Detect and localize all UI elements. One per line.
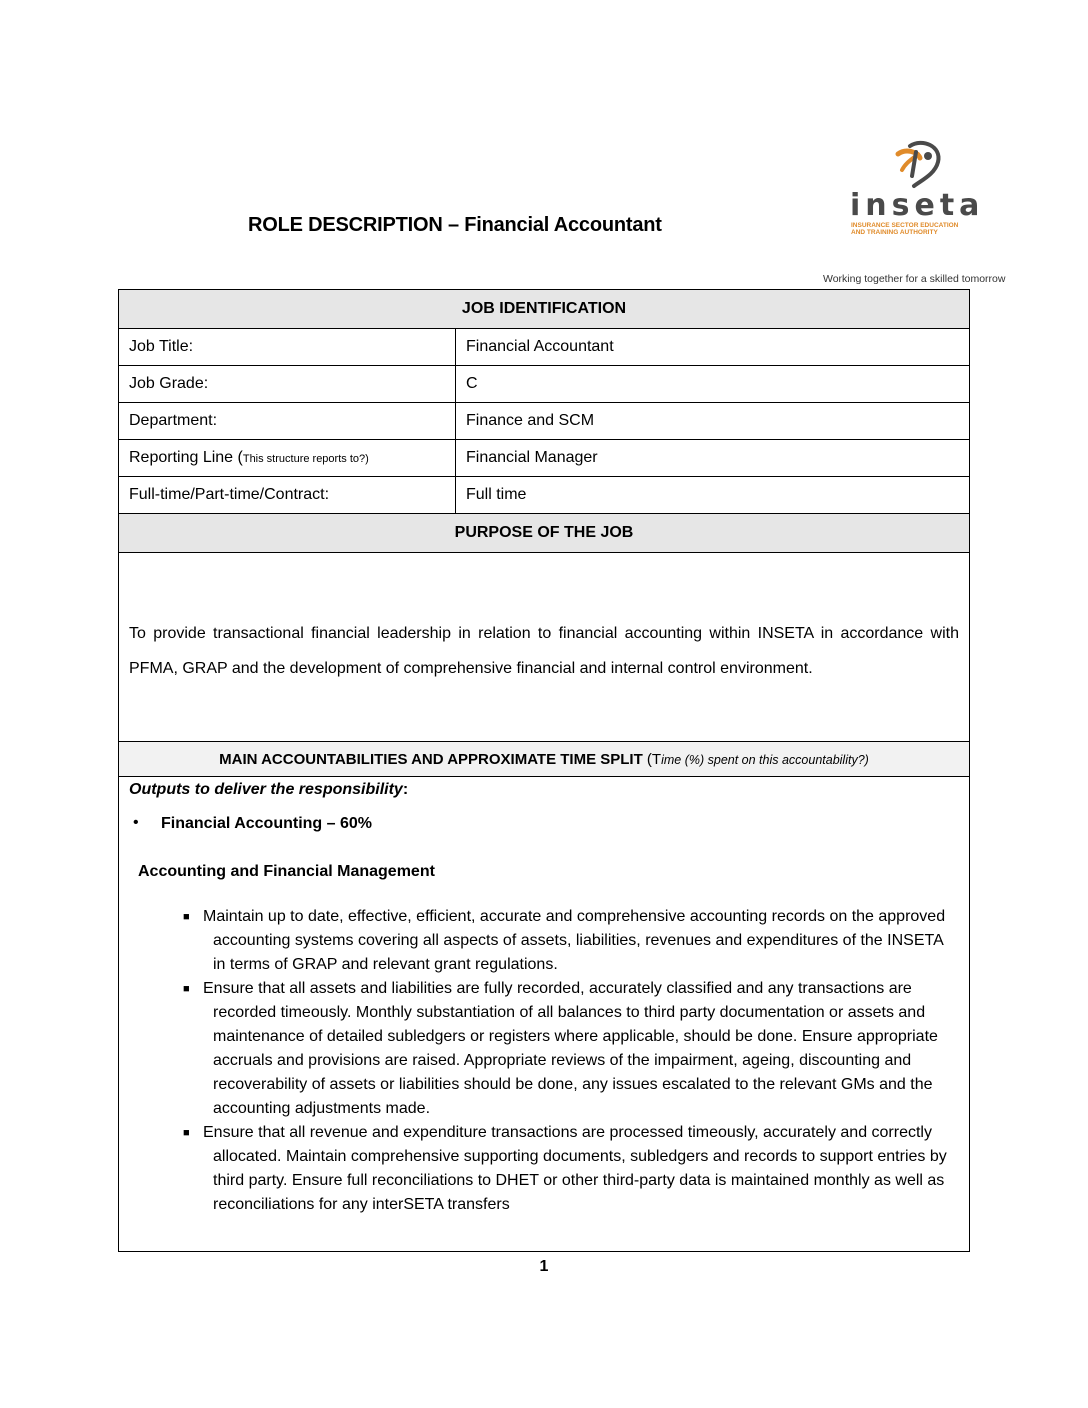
reporting-line-value: Financial Manager — [456, 440, 970, 477]
table-row — [119, 403, 970, 440]
accountabilities-heading-paren: (T — [642, 750, 662, 768]
page-number: 1 — [539, 1258, 549, 1275]
accountability-list — [129, 905, 959, 1217]
job-identification-heading: JOB IDENTIFICATION — [119, 290, 970, 329]
accountabilities-heading-main: MAIN ACCOUNTABILITIES AND APPROXIMATE TIME SPLIT — [219, 750, 643, 768]
reporting-line-label-main: Reporting Line ( — [129, 449, 243, 466]
table-row — [119, 440, 970, 477]
table-row — [119, 329, 970, 366]
financial-accounting-bullet — [129, 815, 959, 833]
job-title-label: Job Title: — [119, 329, 456, 366]
role-table — [118, 289, 970, 1252]
employment-type-label: Full-time/Part-time/Contract: — [119, 477, 456, 514]
list-item-text: Maintain up to date, effective, efficient, accurate and comprehensive accounting records on the approved accounting systems covering all aspects of assets, liabilities, revenues and expenditures of the INSETA in terms of GRAP and relevant grant regulations. — [203, 908, 946, 973]
outputs-label — [129, 781, 959, 799]
purpose-text: To provide transactional financial leadership in relation to financial accounting within INSETA in accordance with PFMA, GRAP and the development of comprehensive financial and internal control environment. — [119, 553, 970, 742]
outputs-label-text: Outputs to deliver the responsibility — [129, 781, 403, 798]
purpose-heading: PURPOSE OF THE JOB — [119, 514, 970, 553]
accountabilities-heading-note: ime (%) spent on this accountability?) — [661, 752, 869, 767]
square-bullet-icon: ■ — [183, 983, 190, 995]
page-title: ROLE DESCRIPTION – Financial Accountant — [248, 214, 662, 236]
logo-mark — [898, 143, 939, 186]
list-item — [129, 905, 959, 977]
department-value: Finance and SCM — [456, 403, 970, 440]
list-item-text: Ensure that all assets and liabilities are fully recorded, accurately classified and any transactions are recorded timeously. Monthly substantiation of all balances to third party documentation or assets and maintenance of detailed subledgers or registers where applicable, should be done. Ensure appropriate accruals and provisions are raised. Appropriate reviews of the impairment, ageing, discounting and recoverability of assets or liabilities should be done, any issues escalated to the relevant GMs and the accounting adjustments made. — [203, 980, 938, 1117]
accountabilities-heading — [119, 742, 970, 777]
logo-subtitle-line-2: AND TRAINING AUTHORITY — [851, 229, 938, 236]
department-label: Department: — [119, 403, 456, 440]
logo-subtitle-line-1: INSURANCE SECTOR EDUCATION — [851, 222, 959, 229]
outputs-cell — [119, 777, 970, 1252]
square-bullet-icon: ■ — [183, 1127, 190, 1139]
logo-subtitle — [851, 222, 991, 236]
job-grade-value: C — [456, 366, 970, 403]
bullet-icon: • — [133, 814, 139, 831]
table-row — [119, 366, 970, 403]
job-grade-label: Job Grade: — [119, 366, 456, 403]
reporting-line-label — [119, 440, 456, 477]
table-row — [119, 477, 970, 514]
logo-wordmark: inseta — [850, 188, 985, 223]
reporting-line-label-note: This structure reports to?) — [242, 453, 369, 465]
job-title-value: Financial Accountant — [456, 329, 970, 366]
financial-accounting-text: Financial Accounting – 60% — [161, 815, 373, 832]
square-bullet-icon: ■ — [183, 911, 190, 923]
tagline: Working together for a skilled tomorrow — [823, 273, 1006, 285]
accounting-subheading: Accounting and Financial Management — [138, 863, 435, 880]
list-item-text: Ensure that all revenue and expenditure transactions are processed timeously, accurately and correctly allocated. Maintain comprehensive supporting documents, subledgers and records to support entries by third party. Ensure full reconciliations to DHET or other third-party data is maintained monthly as well as reconciliations for any interSETA transfers — [203, 1124, 947, 1213]
employment-type-value: Full time — [456, 477, 970, 514]
outputs-label-colon: : — [402, 781, 409, 798]
list-item — [129, 1121, 959, 1217]
list-item — [129, 977, 959, 1121]
